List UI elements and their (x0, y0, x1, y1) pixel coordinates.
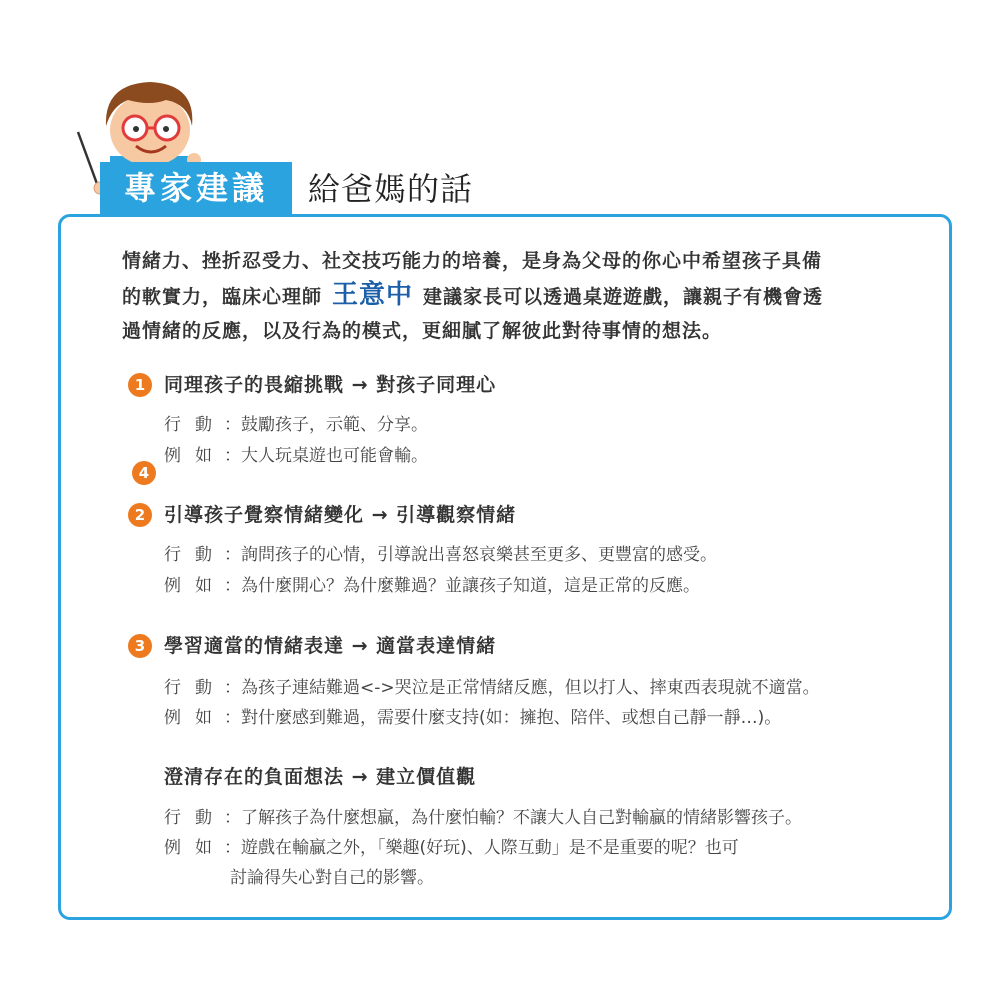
psychologist-name: 王意中 (332, 280, 414, 310)
section-3-action (164, 676, 820, 700)
section-4-number-badge: 4 (132, 461, 156, 485)
colon: ： (224, 838, 241, 858)
section-3-example (164, 706, 781, 730)
section-2-number-badge: 2 (128, 503, 152, 527)
section-4-example (164, 836, 739, 860)
action-label: 行動 (164, 545, 226, 565)
example-label: 例如 (164, 446, 226, 466)
section-3-example-text: 對什麼感到難過，需要什麼支持(如：擁抱、陪伴、或想自己靜一靜…)。 (241, 708, 782, 728)
section-2-action-text: 詢問孩子的心情，引導說出喜怒哀樂甚至更多、更豐富的感受。 (241, 545, 717, 565)
expert-advice-tag: 專家建議 (100, 162, 292, 214)
section-4-action-text: 了解孩子為什麼想贏，為什麼怕輸？不讓大人自己對輸贏的情緒影響孩子。 (241, 808, 802, 828)
intro-line-3: 過情緒的反應，以及行為的模式，更細膩了解彼此對待事情的想法。 (122, 320, 723, 342)
colon: ： (224, 678, 241, 698)
section-3-number-badge: 3 (128, 634, 152, 658)
example-label: 例如 (164, 838, 226, 858)
intro-line-1: 情緒力、挫折忍受力、社交技巧能力的培養，是身為父母的你心中希望孩子具備 (122, 250, 823, 272)
colon: ： (224, 576, 241, 596)
section-1-title: 同理孩子的畏縮挑戰 → 對孩子同理心 (164, 374, 497, 396)
example-label: 例如 (164, 576, 226, 596)
section-1-example-text: 大人玩桌遊也可能會輸。 (241, 446, 428, 466)
section-2-example (164, 574, 700, 598)
section-2-example-text: 為什麼開心？為什麼難過？並讓孩子知道，這是正常的反應。 (241, 576, 700, 596)
intro-line-2-post: 建議家長可以透過桌遊遊戲，讓親子有機會透 (423, 286, 824, 308)
section-2-action (164, 543, 717, 567)
colon: ： (224, 708, 241, 728)
action-label: 行動 (164, 415, 226, 435)
section-1-action-text: 鼓勵孩子，示範、分享。 (241, 415, 428, 435)
example-label: 例如 (164, 708, 226, 728)
section-4-action (164, 806, 802, 830)
section-4-example-continued: 討論得失心對自己的影響。 (230, 868, 434, 888)
intro-line-2-pre: 的軟實力，臨床心理師 (122, 286, 323, 308)
section-1-example (164, 444, 428, 468)
section-1-action (164, 413, 428, 437)
colon: ： (224, 446, 241, 466)
section-2-title: 引導孩子覺察情緒變化 → 引導觀察情緒 (164, 504, 517, 526)
section-3-action-text: 為孩子連結難過<->哭泣是正常情緒反應，但以打人、摔東西表現就不適當。 (241, 678, 820, 698)
section-4-example-text-1: 遊戲在輸贏之外，「樂趣(好玩)、人際互動」是不是重要的呢？也可 (241, 838, 739, 858)
header-subtitle: 給爸媽的話 (308, 170, 474, 208)
intro-line-2 (122, 278, 912, 314)
action-label: 行動 (164, 808, 226, 828)
colon: ： (224, 545, 241, 565)
colon: ： (224, 808, 241, 828)
colon: ： (224, 415, 241, 435)
intro-paragraph (122, 244, 912, 348)
section-3-title: 學習適當的情緒表達 → 適當表達情緒 (164, 635, 497, 657)
action-label: 行動 (164, 678, 226, 698)
section-4-title: 澄清存在的負面想法 → 建立價值觀 (164, 766, 477, 788)
section-1-number-badge: 1 (128, 373, 152, 397)
